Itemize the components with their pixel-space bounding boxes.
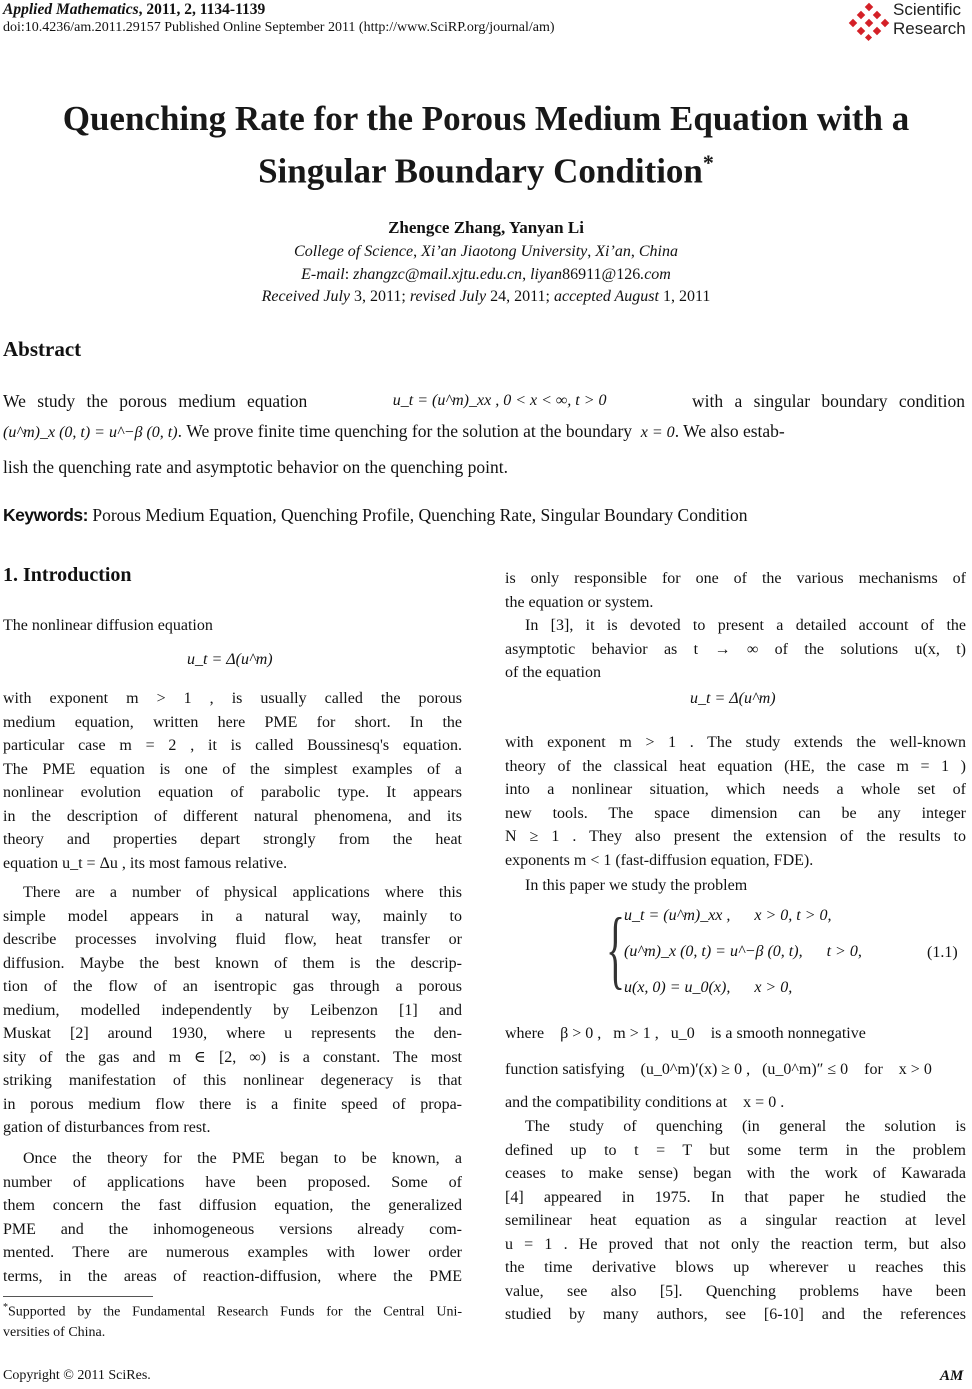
right-p3-line: with exponent m > 1 . The study extends the well-known xyxy=(505,734,966,751)
right-p2-line: of the equation xyxy=(505,664,601,681)
authors: Zhengce Zhang, Yanyan Li xyxy=(388,218,584,237)
left-p4-line: Once the theory for the PME began to be known, a xyxy=(23,1150,462,1167)
right-paragraph-5 xyxy=(505,1022,966,1115)
email-line: E-mail: zhangzc@mail.xjtu.edu.cn, liyan86911@126.com xyxy=(301,266,671,283)
right-p6-line: u = 1 . He proved that not only the reaction term, but also xyxy=(505,1235,966,1253)
footnote-mark: * xyxy=(3,1302,8,1313)
email-2a[interactable]: liyan xyxy=(530,266,563,283)
right-p6-line: [4] appeared in 1975. In that paper he studied the xyxy=(505,1188,966,1206)
footnote-line-2: versities of China. xyxy=(3,1324,106,1340)
affil-city: Xi’an xyxy=(595,243,631,260)
right-p5-line: function satisfying (u_0^m)′(x) ≥ 0 , (u_0^m)″ ≤ 0 for x > 0 xyxy=(505,1060,932,1078)
left-p3-line: medium, modelled independently by Leibenzon [1] and xyxy=(3,1001,462,1019)
left-p2-line: particular case m = 2 , it is called Boussinesq's equation. xyxy=(3,737,462,754)
abstract-line-2 xyxy=(3,416,965,448)
left-p3-line: There are a number of physical applications where this xyxy=(23,884,462,901)
email-label: E-mail xyxy=(301,266,345,283)
abstract-l2-text: . We prove finite time quenching for the solution at the boundary xyxy=(177,421,633,441)
abstract-line-3: lish the quenching rate and asymptotic behavior on the quenching point. xyxy=(3,457,508,477)
right-p6-line: semilinear heat equation as a singular reaction at level xyxy=(505,1212,966,1229)
left-p3-line: simple model appears in a natural way, mainly to xyxy=(3,907,462,925)
doi-line: doi:10.4236/am.2011.29157 Published Online September 2011 (http://www.SciRP.org/journal/am) xyxy=(3,20,555,35)
abstract-line-1 xyxy=(3,386,965,416)
footnote-divider xyxy=(3,1296,153,1297)
right-p3-line: exponents m < 1 (fast-diffusion equation, FDE). xyxy=(505,851,814,869)
system-row-2: (u^m)_x (0, t) = u^−β (0, t), t > 0, xyxy=(624,943,862,960)
right-paragraph-4 xyxy=(505,874,966,898)
accepted-date: 1, 2011 xyxy=(658,288,711,305)
affil-university: Xi’an Jiaotong University xyxy=(421,243,588,260)
title-footnote-mark: * xyxy=(702,150,714,175)
left-p2-line: in the description of different natural phenomena, and its xyxy=(3,807,462,825)
title-line-2-text: Singular Boundary Condition xyxy=(258,151,703,191)
left-p4-line: mented. There are numerous examples with lower order xyxy=(3,1244,462,1261)
footnote-text-1: Supported by the Fundamental Research Funds for the Central Uni- xyxy=(8,1304,462,1320)
left-paragraph-4 xyxy=(3,1147,462,1288)
left-p4-line: them concern the fast diffusion equation, the generalized xyxy=(3,1197,462,1214)
right-paragraph-6 xyxy=(505,1115,966,1327)
left-p3-line: tion of the flow of an isentropic gas through a porous xyxy=(3,978,462,995)
scirp-logo-icon xyxy=(848,2,892,42)
right-p5-line: and the compatibility conditions at x = 0 . xyxy=(505,1094,785,1111)
system-brace: { xyxy=(606,901,626,998)
keywords-text: Porous Medium Equation, Quenching Profile, Quenching Rate, Singular Boundary Condition xyxy=(87,505,748,525)
left-p3-line: sity of the gas and m ∈ [2, ∞) is a constant. The most xyxy=(3,1048,462,1066)
equation-system xyxy=(614,905,894,1009)
abstract-l2-equation-2: x = 0 xyxy=(640,424,675,441)
footer-journal-abbr: AM xyxy=(940,1368,964,1384)
system-row-1: u_t = (u^m)_xx , x > 0, t > 0, xyxy=(624,907,832,924)
left-p2-line: theory and properties depart strongly from the heat xyxy=(3,831,462,848)
title-line-2 xyxy=(0,141,972,194)
right-p6-line: defined up to t = T but some term in the problem xyxy=(505,1141,966,1159)
right-p3-line: theory of the classical heat equation (HE, the case m = 1 ) xyxy=(505,757,966,775)
left-p3-line: striking manifestation of this nonlinear degeneracy is that xyxy=(3,1072,462,1089)
right-paragraph-1 xyxy=(505,567,966,614)
logo-line-1: Scientific xyxy=(893,0,962,19)
logo-line-2: Research xyxy=(893,19,966,38)
abstract-l2-equation: (u^m)_x (0, t) = u^−β (0, t) xyxy=(3,424,178,441)
left-paragraph-2 xyxy=(3,687,462,875)
right-p2-line: In [3], it is devoted to present a detailed account of the xyxy=(525,617,966,634)
right-p3-line: new tools. The space dimension can be any integer xyxy=(505,804,966,822)
affil-country: China xyxy=(638,243,678,260)
left-p2-line: nonlinear evolution equation of parabolic type. It appears xyxy=(3,784,462,801)
right-p3-line: into a nonlinear situation, which needs a whole set of xyxy=(505,781,966,798)
title-line-1: Quenching Rate for the Porous Medium Equation with a xyxy=(62,99,910,138)
abstract-l1-equation: u_t = (u^m)_xx , 0 < x < ∞, t > 0 xyxy=(392,392,607,409)
footnote xyxy=(3,1298,462,1343)
paper-title xyxy=(0,97,972,194)
received-date: 3, 2011; xyxy=(349,288,410,305)
journal-info: , 2011, 2, 1134-1139 xyxy=(138,1,266,18)
right-p6-line: studied by many authors, see [6-10] and the references xyxy=(505,1306,966,1323)
right-p6-line: the time derivative blows up wherever u reaches this xyxy=(505,1259,966,1276)
right-p4-line: In this paper we study the problem xyxy=(525,877,748,894)
received-dates xyxy=(0,288,972,306)
right-p3-line: N ≥ 1 . They also present the extension of the results to xyxy=(505,828,966,845)
journal-name: Applied Mathematics xyxy=(3,1,139,18)
equation-number: (1.1) xyxy=(927,944,958,961)
left-p1: The nonlinear diffusion equation xyxy=(3,617,213,634)
left-p2-line: with exponent m > 1 , is usually called the porous xyxy=(3,690,462,707)
right-p5-line: where β > 0 , m > 1 , u_0 is a smooth nonnegative xyxy=(505,1025,866,1042)
affiliation: College of Science, Xi’an Jiaotong University, Xi’an, China xyxy=(294,243,678,260)
left-p3-line: describe processes involving fluid flow, heat transfer or xyxy=(3,931,462,948)
abstract-l1-text: We study the porous medium equation xyxy=(3,391,308,411)
left-p4-line: PME and the inhomogeneous versions already com- xyxy=(3,1220,462,1238)
right-p6-line: The study of quenching (in general the solution is xyxy=(525,1118,966,1135)
right-p6-line: ceases to make sense) began with the work of Kawarada xyxy=(505,1165,966,1182)
abstract-l2-text-b: . We also estab- xyxy=(674,421,785,441)
affil-college: College of Science xyxy=(294,243,414,260)
system-row-3: u(x, 0) = u_0(x), x > 0, xyxy=(624,979,793,996)
footer-copyright: Copyright © 2011 SciRes. xyxy=(3,1368,151,1383)
footnote-line-1 xyxy=(3,1298,462,1323)
right-p6-line: value, see also [5]. Quenching problems have been xyxy=(505,1282,966,1300)
right-equation-2: u_t = Δ(u^m) xyxy=(690,690,776,707)
left-p3-line: diffusion. Maybe the best known of them is the descrip- xyxy=(3,954,462,972)
left-p4-line: terms, in the areas of reaction-diffusion, where the PME xyxy=(3,1267,462,1285)
right-p2-line: asymptotic behavior as t → ∞ of the solutions u(x, t) xyxy=(505,640,966,658)
abstract-heading: Abstract xyxy=(3,337,82,361)
accepted-label: accepted August xyxy=(553,288,659,305)
email-1[interactable]: zhangzc@mail.xjtu.edu.cn xyxy=(353,266,523,283)
right-p1-line: the equation or system. xyxy=(505,593,654,611)
journal-citation xyxy=(3,1,265,19)
section-heading-introduction: 1. Introduction xyxy=(3,564,132,586)
email-2c[interactable]: .com xyxy=(640,266,671,283)
keywords xyxy=(3,505,748,526)
left-equation-1: u_t = Δ(u^m) xyxy=(187,651,273,668)
right-paragraph-3 xyxy=(505,731,966,872)
left-p4-line: number of applications have been proposed. Some of xyxy=(3,1173,462,1191)
left-paragraph-3 xyxy=(3,881,462,1140)
left-p2-line: The PME equation is one of the simplest examples of a xyxy=(3,760,462,778)
revised-date: 24, 2011; xyxy=(486,288,554,305)
left-p2-line: medium equation, written here PME for short. In the xyxy=(3,713,462,731)
revised-label: revised July xyxy=(409,288,487,305)
logo-wordmark xyxy=(893,0,966,38)
right-paragraph-2 xyxy=(505,614,966,685)
email-2b[interactable]: 86911@126 xyxy=(562,266,641,283)
left-p2-line: equation u_t = Δu , its most famous relative. xyxy=(3,854,288,872)
right-p1-line: is only responsible for one of the various mechanisms of xyxy=(505,570,966,587)
left-p3-line: Muskat [2] around 1930, where u represents the den- xyxy=(3,1025,462,1042)
received-label: Received July xyxy=(261,288,350,305)
abstract-l1-text-b: with a singular boundary condition xyxy=(692,391,965,411)
keywords-label: Keywords: xyxy=(3,505,88,525)
left-p3-line: in porous medium flow there is a finite speed of propa- xyxy=(3,1095,462,1113)
left-p3-line: gation of disturbances from rest. xyxy=(3,1119,211,1136)
